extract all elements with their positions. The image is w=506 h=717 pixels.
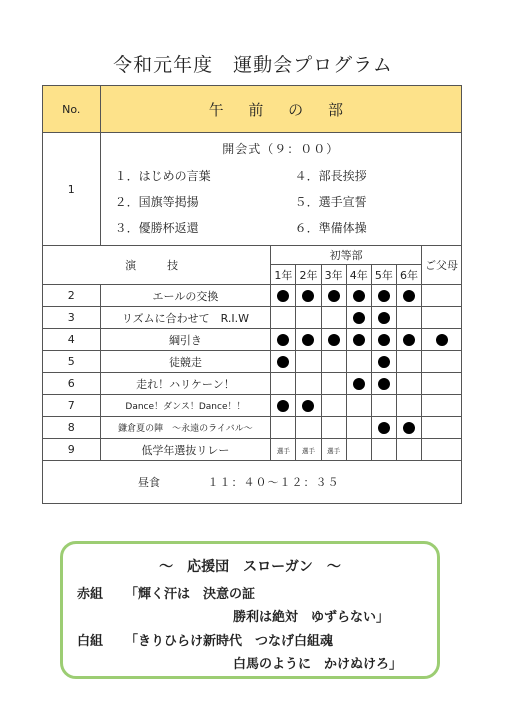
participation-dot — [378, 290, 390, 302]
participation-dot — [277, 290, 289, 302]
program-table — [42, 85, 462, 504]
red-slogan-line2: 勝利は絶対 ゆずらない」 — [233, 610, 390, 625]
participation-cell — [271, 329, 296, 351]
participation-cell — [321, 417, 346, 439]
participation-cell — [271, 417, 296, 439]
participation-dot — [353, 334, 365, 346]
grade-2: 2年 — [296, 265, 321, 285]
participation-dot — [378, 422, 390, 434]
event-row — [43, 307, 462, 329]
opening-item: ４．部長挨拶 — [294, 169, 367, 183]
opening-title: 開会式（９：００） — [222, 142, 340, 156]
participation-cell — [371, 329, 396, 351]
participation-cell — [346, 351, 371, 373]
participation-cell — [371, 351, 396, 373]
participation-cell — [396, 439, 421, 461]
participation-dot — [277, 356, 289, 368]
participation-dot — [378, 334, 390, 346]
participation-dot — [302, 334, 314, 346]
participation-cell — [371, 417, 396, 439]
participation-dot — [378, 378, 390, 390]
grade-5: 5年 — [371, 265, 396, 285]
opening-num: 1 — [43, 133, 101, 246]
participation-cell — [422, 417, 462, 439]
grade-3: 3年 — [321, 265, 346, 285]
event-num: 6 — [43, 373, 101, 395]
opening-item: １．はじめの言葉 — [114, 169, 211, 183]
event-name: エールの交換 — [100, 285, 271, 307]
participation-dot — [403, 422, 415, 434]
grade-6: 6年 — [396, 265, 421, 285]
event-name: 鎌倉夏の陣 ～永遠のライバル～ — [100, 417, 271, 439]
header-morning: 午 前 の 部 — [100, 86, 461, 133]
participation-cell — [271, 307, 296, 329]
event-num: 5 — [43, 351, 101, 373]
participation-dot — [403, 334, 415, 346]
participation-cell — [371, 373, 396, 395]
participation-cell — [371, 307, 396, 329]
events-heading: 演 技 — [43, 246, 271, 285]
participation-cell — [346, 307, 371, 329]
participation-cell — [271, 395, 296, 417]
participation-cell — [346, 417, 371, 439]
participation-dot — [328, 334, 340, 346]
participation-cell — [396, 351, 421, 373]
event-name: 走れ！ハリケーン！ — [100, 373, 271, 395]
participation-cell — [371, 285, 396, 307]
event-row — [43, 285, 462, 307]
participation-cell — [346, 395, 371, 417]
header-no: No. — [43, 86, 101, 133]
opening-item: ３．優勝杯返還 — [114, 221, 199, 235]
selected-runner-mark: 選手 — [276, 447, 290, 455]
participation-cell — [371, 439, 396, 461]
event-num: 9 — [43, 439, 101, 461]
participation-cell — [271, 285, 296, 307]
event-num: 4 — [43, 329, 101, 351]
lunch-row — [43, 461, 462, 504]
participation-cell — [396, 373, 421, 395]
participation-cell — [346, 373, 371, 395]
participation-dot — [378, 356, 390, 368]
participation-cell — [321, 395, 346, 417]
white-slogan-line1: 「きりひらけ新時代 つなげ白組魂 — [125, 634, 334, 649]
event-num: 3 — [43, 307, 101, 329]
white-team-label: 白組 — [77, 634, 104, 649]
red-slogan-line1: 「輝く汗は 決意の証 — [125, 587, 256, 602]
elementary-heading: 初等部 — [271, 246, 422, 265]
participation-dot — [378, 312, 390, 324]
participation-cell — [422, 395, 462, 417]
participation-cell — [296, 329, 321, 351]
participation-dot — [277, 400, 289, 412]
participation-dot — [302, 400, 314, 412]
white-slogan-line2: 白馬のように かけぬけろ」 — [233, 657, 403, 672]
event-name: 綱引き — [100, 329, 271, 351]
participation-cell — [296, 307, 321, 329]
participation-cell — [321, 351, 346, 373]
participation-cell — [296, 285, 321, 307]
participation-cell — [321, 329, 346, 351]
participation-cell — [396, 417, 421, 439]
selected-runner-mark: 選手 — [301, 447, 315, 455]
event-num: 8 — [43, 417, 101, 439]
participation-cell — [396, 285, 421, 307]
page-title: 令和元年度 運動会プログラム — [113, 54, 393, 76]
participation-cell — [346, 329, 371, 351]
participation-cell — [396, 307, 421, 329]
event-num: 2 — [43, 285, 101, 307]
participation-cell — [396, 329, 421, 351]
event-num: 7 — [43, 395, 101, 417]
grade-1: 1年 — [271, 265, 296, 285]
participation-cell — [422, 373, 462, 395]
parents-heading: ご父母 — [422, 246, 462, 285]
participation-dot — [302, 290, 314, 302]
red-team-label: 赤組 — [77, 587, 104, 602]
event-row — [43, 417, 462, 439]
participation-cell — [422, 307, 462, 329]
opening-item: ２．国旗等掲揚 — [114, 195, 199, 209]
participation-cell — [396, 395, 421, 417]
participation-cell — [422, 329, 462, 351]
participation-cell — [321, 439, 346, 461]
opening-ceremony — [100, 133, 461, 246]
opening-item: ５．選手宣誓 — [294, 195, 367, 209]
slogan-title: ～ 応援団 スローガン ～ — [159, 559, 341, 575]
participation-cell — [296, 351, 321, 373]
participation-cell — [296, 439, 321, 461]
lunch-time: １１：４０～１２：３５ — [207, 476, 340, 489]
participation-cell — [296, 373, 321, 395]
event-name: Dance！ダンス！Dance！！ — [100, 395, 271, 417]
lunch-label: 昼食 — [138, 476, 160, 489]
participation-cell — [271, 373, 296, 395]
participation-dot — [436, 334, 448, 346]
participation-cell — [321, 307, 346, 329]
participation-cell — [321, 373, 346, 395]
participation-cell — [346, 285, 371, 307]
event-row — [43, 439, 462, 461]
participation-dot — [403, 290, 415, 302]
event-name: 徒競走 — [100, 351, 271, 373]
event-row — [43, 395, 462, 417]
participation-cell — [296, 395, 321, 417]
grade-4: 4年 — [346, 265, 371, 285]
cheer-slogan-box — [60, 541, 440, 679]
participation-cell — [321, 285, 346, 307]
participation-cell — [346, 439, 371, 461]
participation-dot — [353, 378, 365, 390]
participation-dot — [353, 312, 365, 324]
opening-items — [115, 167, 461, 236]
event-name: 低学年選抜リレー — [100, 439, 271, 461]
participation-dot — [277, 334, 289, 346]
participation-cell — [422, 285, 462, 307]
participation-cell — [422, 439, 462, 461]
opening-item: ６．準備体操 — [294, 221, 367, 235]
participation-cell — [371, 395, 396, 417]
participation-cell — [296, 417, 321, 439]
event-row — [43, 373, 462, 395]
event-row — [43, 351, 462, 373]
participation-dot — [353, 290, 365, 302]
participation-dot — [328, 290, 340, 302]
selected-runner-mark: 選手 — [327, 447, 341, 455]
event-row — [43, 329, 462, 351]
participation-cell — [271, 439, 296, 461]
event-name: リズムに合わせて R.I.W — [100, 307, 271, 329]
participation-cell — [271, 351, 296, 373]
participation-cell — [422, 351, 462, 373]
